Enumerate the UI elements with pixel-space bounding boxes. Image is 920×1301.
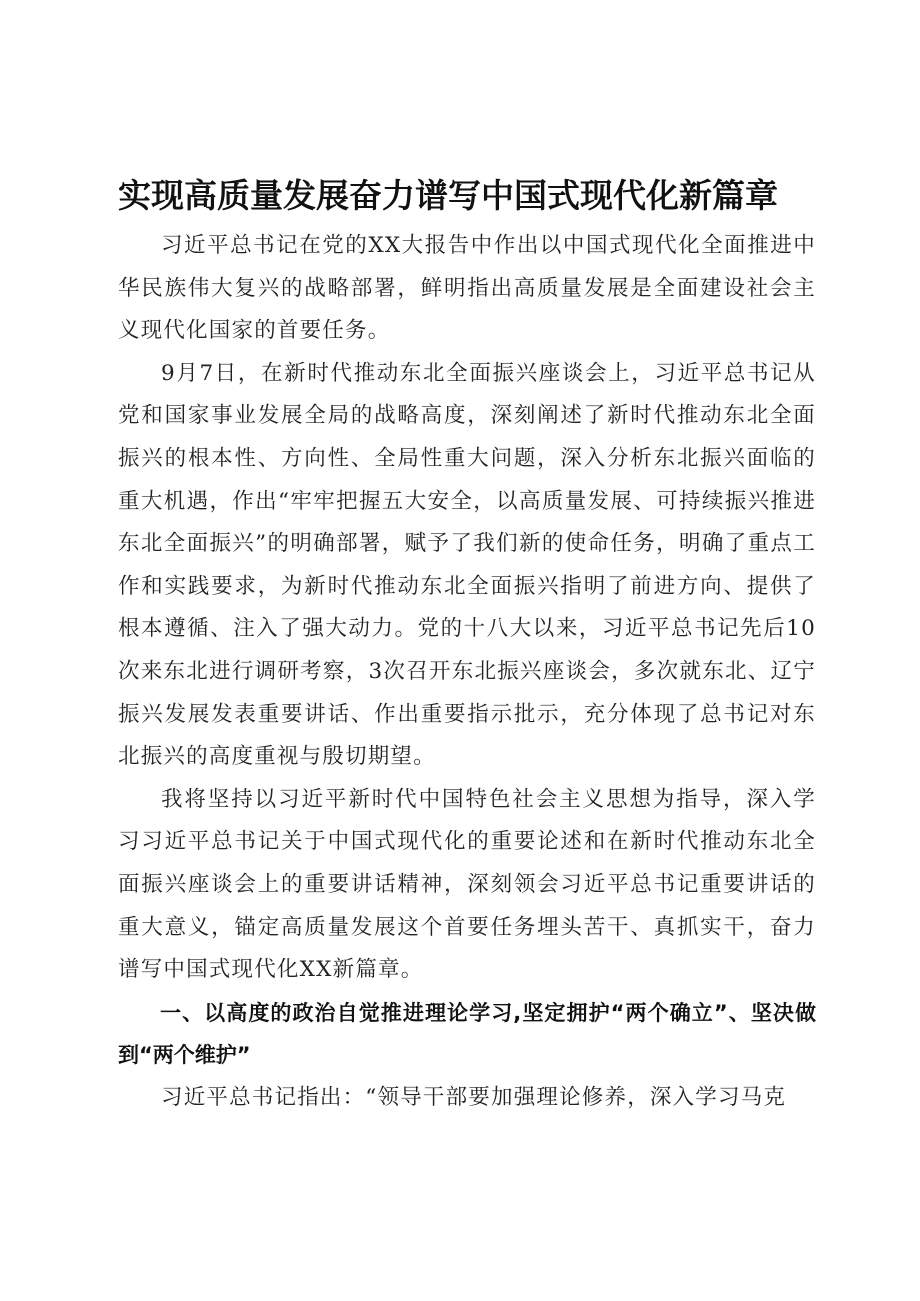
section-heading-1: 一、以高度的政治自觉推进理论学习,坚定拥护“两个确立”、坚决做到“两个维护”: [118, 1000, 816, 1068]
paragraph-section-1-start: 习近平总书记指出：“领导干部要加强理论修养，深入学习马克: [161, 1084, 787, 1110]
paragraph-northeast-symposium: 9月7日，在新时代推动东北全面振兴座谈会上，习近平总书记从党和国家事业发展全局的战略高度，深刻阐述了新时代推动东北全面振兴的根本性、方向性、全局性重大问题，深入分析东北振兴面临的重大机遇，作出“牢牢把握五大安全，以高质量发展、可持续振兴推进东北全面振兴”的明确部署，赋予了我们新的使命任务，明确了重点工作和实践要求，为新时代推动东北全面振兴指明了前进方向、提供了根本遵循、注入了强大动力。党的十八大以来，习近平总书记先后10次来东北进行调研考察，3次召开东北振兴座谈会，多次就东北、辽宁振兴发展发表重要讲话、作出重要指示批示，充分体现了总书记对东北振兴的高度重视与殷切期望。: [118, 360, 816, 770]
document-title: 实现高质量发展奋力谱写中国式现代化新篇章: [118, 176, 778, 215]
paragraph-commitment: 我将坚持以习近平新时代中国特色社会主义思想为指导，深入学习习近平总书记关于中国式现代化的重要论述和在新时代推动东北全面振兴座谈会上的重要讲话精神，深刻领会习近平总书记重要讲话的重大意义，锚定高质量发展这个首要任务埋头苦干、真抓实干，奋力谱写中国式现代化XX新篇章。: [118, 786, 816, 983]
document-body: [118, 225, 816, 1119]
paragraph-intro: 习近平总书记在党的XX大报告中作出以中国式现代化全面推进中华民族伟大复兴的战略部署，鲜明指出高质量发展是全面建设社会主义现代化国家的首要任务。: [118, 233, 816, 344]
